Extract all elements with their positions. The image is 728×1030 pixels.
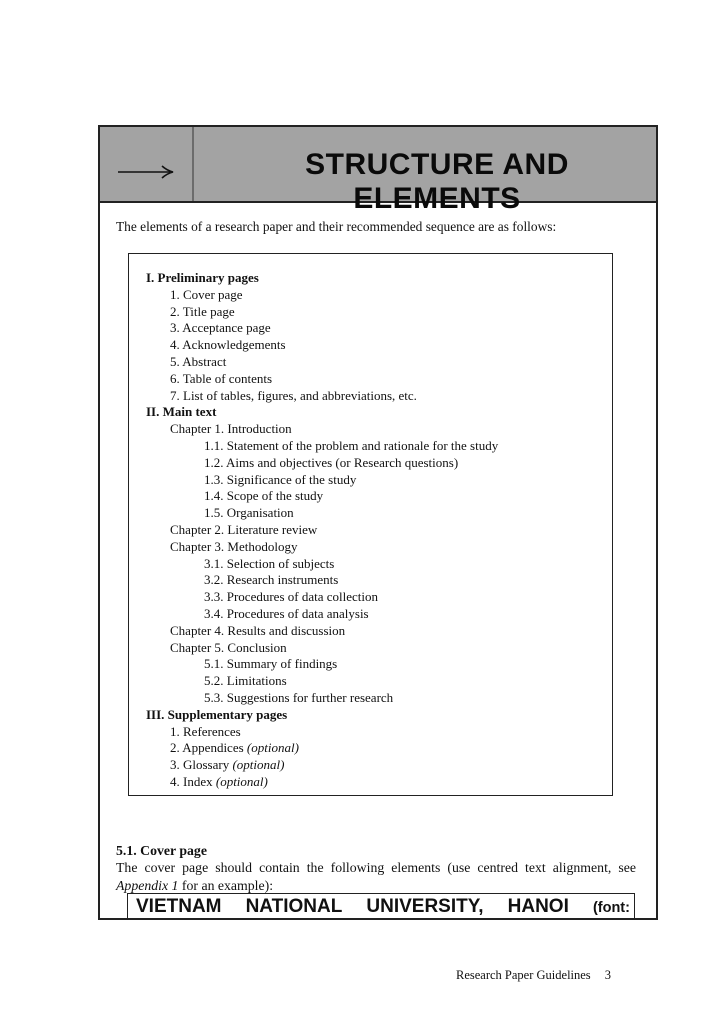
item-text: 1.4. Scope of the study bbox=[204, 488, 324, 504]
item-text: 1.5. Organisation bbox=[204, 505, 294, 521]
part-heading bbox=[146, 707, 498, 724]
header-band bbox=[100, 127, 656, 215]
list-item bbox=[146, 740, 498, 757]
page-number: 3 bbox=[604, 968, 611, 982]
list-item bbox=[146, 371, 498, 388]
list-item bbox=[146, 337, 498, 354]
cover-example-line bbox=[136, 896, 630, 918]
cover-word: HANOI bbox=[507, 896, 569, 917]
cover-word: VIETNAM bbox=[136, 896, 222, 917]
list-item bbox=[146, 539, 498, 556]
appendix-reference: Appendix 1 bbox=[116, 877, 179, 893]
optional-note: (optional) bbox=[246, 740, 299, 756]
list-item bbox=[146, 388, 498, 405]
sub-list-item bbox=[146, 505, 498, 522]
item-text: 5.1. Summary of findings bbox=[204, 656, 338, 672]
section-title: 5.1. Cover page bbox=[116, 843, 207, 858]
item-text: 3. Glossary bbox=[170, 757, 230, 773]
item-text: 2. Title page bbox=[170, 303, 235, 319]
structure-list bbox=[146, 270, 498, 791]
item-text: Chapter 1. Introduction bbox=[170, 421, 292, 437]
sub-list-item bbox=[146, 455, 498, 472]
item-text: Chapter 5. Conclusion bbox=[170, 639, 287, 655]
item-text: 3.4. Procedures of data analysis bbox=[204, 605, 369, 621]
list-item bbox=[146, 757, 498, 774]
item-text: Chapter 2. Literature review bbox=[170, 521, 318, 537]
list-item bbox=[146, 320, 498, 337]
part-heading bbox=[146, 270, 498, 287]
sub-list-item bbox=[146, 656, 498, 673]
long-right-arrow-icon bbox=[118, 164, 174, 180]
item-text: 5.3. Suggestions for further research bbox=[204, 689, 394, 705]
page-footer bbox=[456, 968, 611, 983]
item-text: 1. Cover page bbox=[170, 286, 243, 302]
list-item bbox=[146, 354, 498, 371]
sub-list-item bbox=[146, 589, 498, 606]
section-paragraph-start: The cover page should contain the following elements (use centred text alignment, see bbox=[116, 860, 636, 875]
optional-note: (optional) bbox=[215, 773, 268, 789]
item-text: 1.2. Aims and objectives (or Research questions) bbox=[204, 454, 459, 470]
list-item bbox=[146, 774, 498, 791]
arrow-cell bbox=[100, 127, 194, 201]
list-item bbox=[146, 640, 498, 657]
item-text: 1.3. Significance of the study bbox=[204, 471, 357, 487]
cover-word: NATIONAL bbox=[245, 896, 343, 917]
item-text: 1. References bbox=[170, 723, 241, 739]
cover-word: UNIVERSITY, bbox=[366, 896, 484, 917]
sub-list-item bbox=[146, 673, 498, 690]
part-heading bbox=[146, 404, 498, 421]
item-text: II. Main text bbox=[146, 404, 217, 420]
list-item bbox=[146, 421, 498, 438]
item-text: 3. Acceptance page bbox=[170, 320, 271, 336]
section-paragraph-end: for an example): bbox=[178, 877, 274, 893]
list-item bbox=[146, 623, 498, 640]
sub-list-item bbox=[146, 690, 498, 707]
item-text: 5. Abstract bbox=[170, 353, 227, 369]
sub-list-item bbox=[146, 438, 498, 455]
item-text: 7. List of tables, figures, and abbreviations, etc. bbox=[170, 387, 417, 403]
page-title: STRUCTURE AND ELEMENTS bbox=[305, 148, 569, 215]
sub-list-item bbox=[146, 472, 498, 489]
section-paragraph bbox=[116, 859, 636, 894]
sub-list-item bbox=[146, 606, 498, 623]
item-text: 4. Acknowledgements bbox=[170, 337, 286, 353]
item-text: 5.2. Limitations bbox=[204, 673, 287, 689]
list-item bbox=[146, 287, 498, 304]
item-text: 3.3. Procedures of data collection bbox=[204, 589, 378, 605]
item-text: 3.1. Selection of subjects bbox=[204, 555, 335, 571]
item-text: 1.1. Statement of the problem and rationale for the study bbox=[204, 437, 499, 453]
cover-example-box bbox=[127, 893, 635, 920]
item-text: 2. Appendices bbox=[170, 740, 244, 756]
item-text: III. Supplementary pages bbox=[146, 706, 288, 722]
item-text: 3.2. Research instruments bbox=[204, 572, 339, 588]
item-text: I. Preliminary pages bbox=[146, 270, 259, 285]
cover-font-note: (font: bbox=[592, 900, 630, 916]
footer-label: Research Paper Guidelines bbox=[456, 968, 591, 982]
sub-list-item bbox=[146, 556, 498, 573]
sub-list-item bbox=[146, 488, 498, 505]
item-text: 6. Table of contents bbox=[170, 370, 273, 386]
list-item bbox=[146, 724, 498, 741]
optional-note: (optional) bbox=[232, 757, 285, 773]
intro-text: The elements of a research paper and their recommended sequence are as follows: bbox=[116, 219, 557, 234]
item-text: Chapter 4. Results and discussion bbox=[170, 622, 346, 638]
item-text: Chapter 3. Methodology bbox=[170, 538, 298, 554]
item-text: 4. Index bbox=[170, 773, 213, 789]
list-item bbox=[146, 522, 498, 539]
sub-list-item bbox=[146, 572, 498, 589]
list-item bbox=[146, 304, 498, 321]
